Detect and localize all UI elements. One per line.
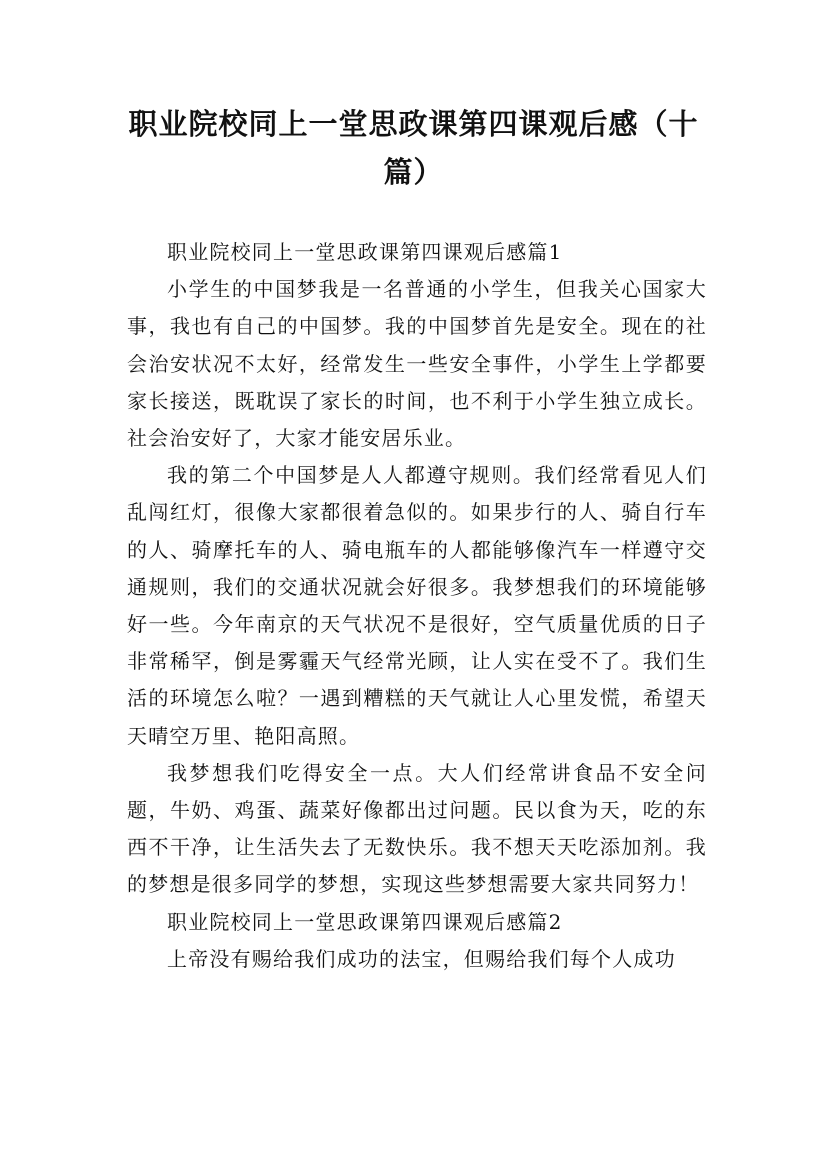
body-paragraph: 我梦想我们吃得安全一点。大人们经常讲食品不安全问题，牛奶、鸡蛋、蔬菜好像都出过问题。民以食为天，吃的东西不干净，让生活失去了无数快乐。我不想天天吃添加剂。我的梦想是很多同学的梦想，实现这些梦想需要大家共同努力！: [127, 760, 707, 897]
section-heading-2: 职业院校同上一堂思政课第四课观后感篇2: [167, 909, 563, 934]
body-paragraph: 上帝没有赐给我们成功的法宝，但赐给我们每个人成功: [167, 946, 676, 971]
body-paragraph: 我的第二个中国梦是人人都遵守规则。我们经常看见人们乱闯红灯，很像大家都很着急似的。如果步行的人、骑自行车的人、骑摩托车的人、骑电瓶车的人都能够像汽车一样遵守交通规则，我们的交通状况就会好很多。我梦想我们的环境能够好一些。今年南京的天气状况不是很好，空气质量优质的日子非常稀罕，倒是雾霾天气经常光顾，让人实在受不了。我们生活的环境怎么啦？一遇到糟糕的天气就让人心里发慌，希望天天晴空万里、艳阳高照。: [127, 463, 707, 748]
document-title: 职业院校同上一堂思政课第四课观后感（十篇）: [128, 107, 699, 189]
document-body: [127, 234, 707, 978]
section-heading-1: 职业院校同上一堂思政课第四课观后感篇1: [167, 240, 563, 264]
body-paragraph: 小学生的中国梦我是一名普通的小学生，但我关心国家大事，我也有自己的中国梦。我的中国梦首先是安全。现在的社会治安状况不太好，经常发生一些安全事件，小学生上学都要家长接送，既耽误了家长的时间，也不利于小学生独立成长。社会治安好了，大家才能安居乐业。: [127, 277, 707, 451]
